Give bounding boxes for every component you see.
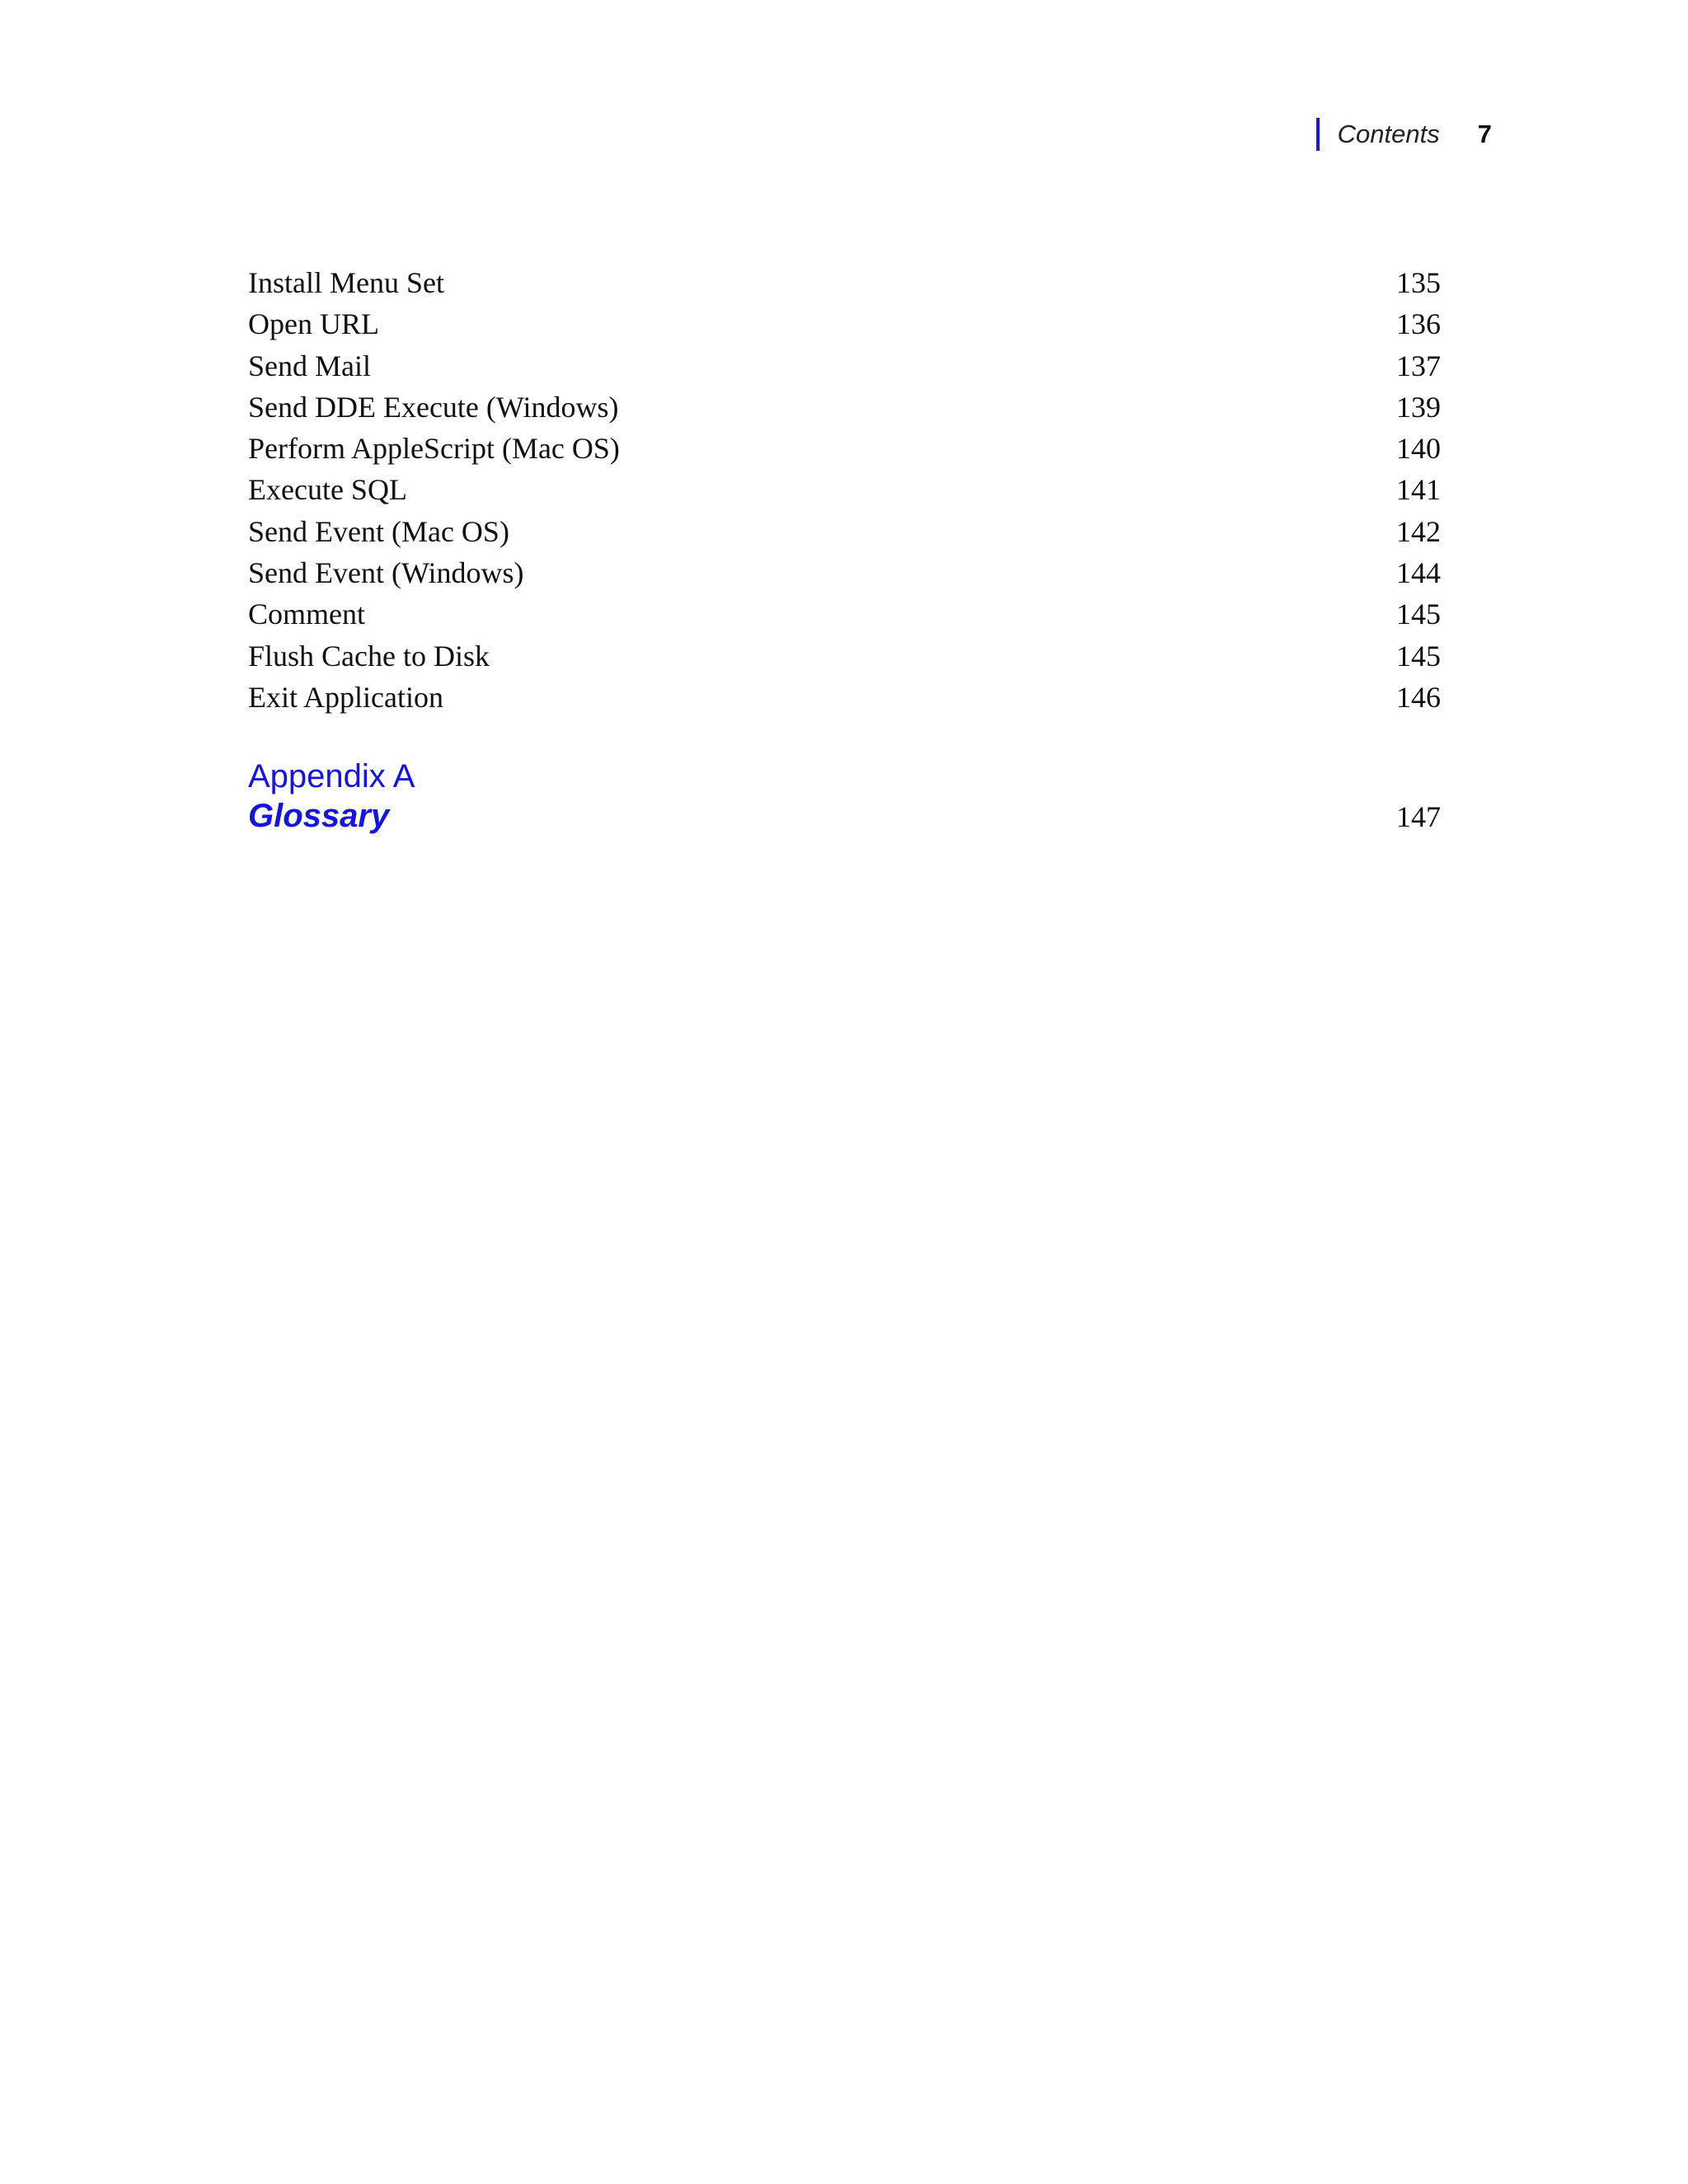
toc-entry-page: 139 <box>1396 390 1441 424</box>
toc-entry[interactable] <box>248 511 1441 552</box>
appendix-entry[interactable] <box>248 757 1441 837</box>
toc-entry[interactable] <box>248 428 1441 469</box>
header-section-title: Contents <box>1337 120 1440 148</box>
appendix-title-row <box>248 796 1441 837</box>
toc-entry-page: 146 <box>1396 680 1441 714</box>
toc-entry[interactable] <box>248 345 1441 387</box>
toc-entry-page: 136 <box>1396 307 1441 341</box>
toc-entry-page: 142 <box>1396 514 1441 548</box>
toc-entry[interactable] <box>248 387 1441 428</box>
toc-entry-page: 144 <box>1396 556 1441 590</box>
toc-entry-title: Send Event (Windows) <box>248 556 524 590</box>
toc-entry-title: Send Mail <box>248 349 371 382</box>
toc-entry-page: 145 <box>1396 639 1441 673</box>
toc-entry-title: Send DDE Execute (Windows) <box>248 390 619 424</box>
appendix-title: Glossary <box>248 798 390 834</box>
toc-entry-page: 137 <box>1396 349 1441 382</box>
appendix-page: 147 <box>1396 800 1441 833</box>
appendix-label: Appendix A <box>248 758 415 794</box>
toc-entry[interactable] <box>248 469 1441 510</box>
toc-entry-title: Execute SQL <box>248 473 407 507</box>
toc-entry-title: Perform AppleScript (Mac OS) <box>248 432 620 466</box>
toc-entry[interactable] <box>248 635 1441 677</box>
running-header <box>1316 114 1492 155</box>
header-page-number: 7 <box>1477 120 1492 148</box>
toc-entry-page: 135 <box>1396 266 1441 299</box>
header-rule <box>1316 118 1320 151</box>
toc-entry-title: Install Menu Set <box>248 266 444 299</box>
toc-entry-title: Open URL <box>248 307 379 341</box>
toc-entry-page: 141 <box>1396 473 1441 507</box>
toc-entry[interactable] <box>248 552 1441 593</box>
toc-entry-page: 140 <box>1396 432 1441 466</box>
toc-entry[interactable] <box>248 262 1441 303</box>
toc-list <box>248 262 1441 718</box>
toc-entry-title: Send Event (Mac OS) <box>248 514 509 548</box>
toc-entry-page: 145 <box>1396 598 1441 631</box>
toc-entry-title: Flush Cache to Disk <box>248 639 490 673</box>
toc-entry[interactable] <box>248 677 1441 718</box>
toc-entry[interactable] <box>248 593 1441 635</box>
toc-entry-title: Exit Application <box>248 680 443 714</box>
toc-entry-title: Comment <box>248 598 365 631</box>
toc-entry[interactable] <box>248 303 1441 344</box>
